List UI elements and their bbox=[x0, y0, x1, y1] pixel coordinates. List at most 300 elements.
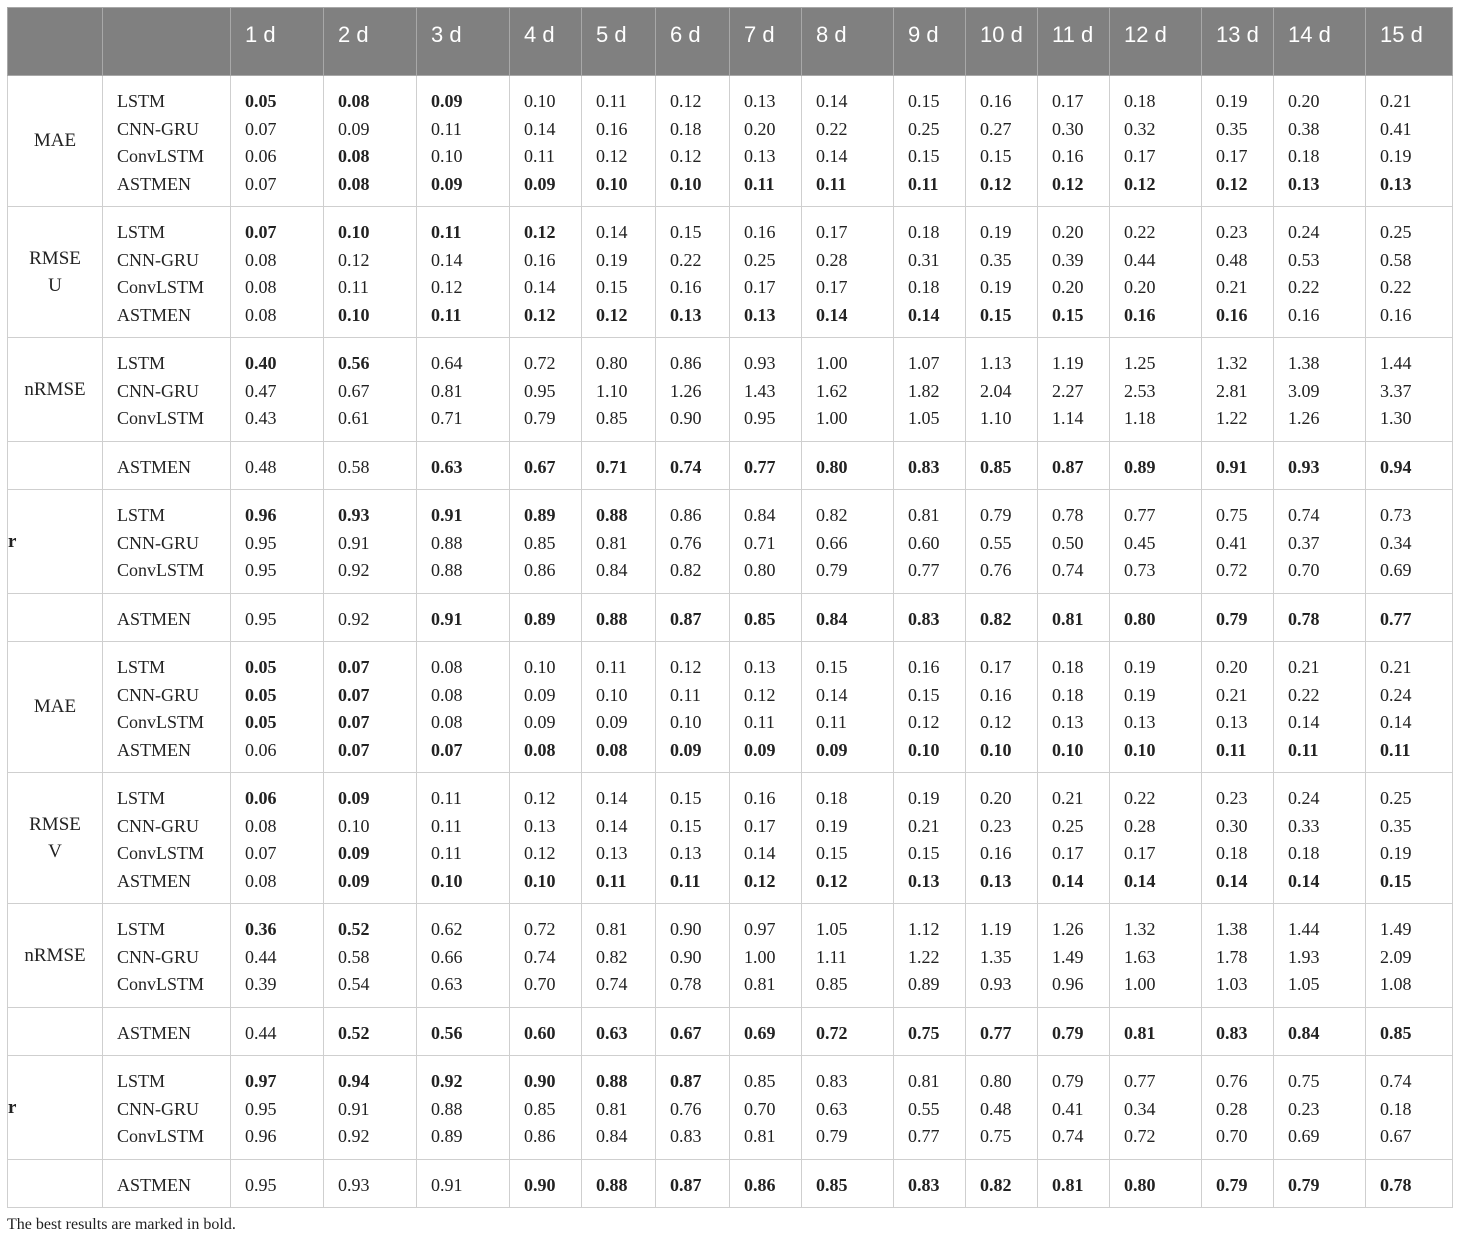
value-cell-day-7 bbox=[730, 1160, 802, 1208]
metric-value: 0.09 bbox=[524, 684, 556, 705]
metric-value: 0.91 bbox=[431, 505, 463, 525]
value-cell-day-14 bbox=[1274, 594, 1366, 642]
value-cell-day-6 bbox=[656, 594, 730, 642]
value-cell-day-4 bbox=[510, 904, 582, 1008]
metric-value: 0.87 bbox=[670, 1175, 702, 1195]
metric-value: 0.15 bbox=[816, 657, 848, 677]
value-cell-day-2 bbox=[324, 76, 417, 207]
metric-label: MAE bbox=[8, 642, 103, 773]
value-cell-day-1 bbox=[231, 442, 324, 490]
metric-value: 0.12 bbox=[524, 843, 556, 863]
metric-value: 0.09 bbox=[338, 843, 370, 863]
metric-value: 0.74 bbox=[596, 974, 628, 994]
value-cell-day-4 bbox=[510, 490, 582, 594]
model-name: LSTM bbox=[117, 657, 166, 677]
model-name: CNN-GRU bbox=[117, 684, 200, 705]
metric-value: 0.11 bbox=[1288, 739, 1319, 760]
metric-value: 0.19 bbox=[1124, 657, 1156, 677]
metric-value: 0.19 bbox=[1124, 684, 1156, 705]
value-cell-day-15 bbox=[1366, 338, 1453, 442]
metric-value: 0.25 bbox=[1380, 222, 1412, 242]
metric-value: 0.86 bbox=[670, 353, 702, 373]
metric-value: 0.38 bbox=[1288, 118, 1320, 139]
metric-value: 0.95 bbox=[245, 1175, 277, 1195]
metric-value: 0.17 bbox=[744, 815, 776, 836]
metric-value: 0.12 bbox=[670, 657, 702, 677]
value-cell-day-8 bbox=[802, 442, 894, 490]
metric-value: 0.09 bbox=[338, 870, 370, 891]
metric-value: 1.44 bbox=[1380, 353, 1412, 373]
model-names bbox=[103, 1056, 231, 1160]
metric-value: 0.16 bbox=[908, 657, 940, 677]
metric-value: 1.18 bbox=[1124, 408, 1156, 428]
metric-value: 0.22 bbox=[1288, 684, 1320, 705]
value-cell-day-15 bbox=[1366, 642, 1453, 773]
metric-value: 0.12 bbox=[524, 304, 556, 325]
value-cell-day-15 bbox=[1366, 904, 1453, 1008]
model-name: LSTM bbox=[117, 788, 166, 808]
model-name: ASTMEN bbox=[117, 739, 192, 760]
metric-value: 0.19 bbox=[816, 815, 848, 836]
value-cell-day-12 bbox=[1110, 1008, 1202, 1056]
value-cell-day-14 bbox=[1274, 904, 1366, 1008]
metric-value: 1.00 bbox=[816, 408, 848, 428]
metric-value: 0.16 bbox=[1380, 304, 1412, 325]
value-cell-day-9 bbox=[894, 207, 966, 338]
metric-value: 0.47 bbox=[245, 380, 277, 401]
value-cell-day-7 bbox=[730, 490, 802, 594]
value-cell-day-15 bbox=[1366, 1056, 1453, 1160]
value-cell-day-9 bbox=[894, 442, 966, 490]
metric-value: 0.11 bbox=[338, 277, 369, 297]
value-cell-day-9 bbox=[894, 76, 966, 207]
model-names bbox=[103, 1160, 231, 1208]
metric-value: 0.85 bbox=[816, 1175, 848, 1195]
metric-value: 0.81 bbox=[1052, 609, 1084, 629]
value-cell-day-4 bbox=[510, 642, 582, 773]
value-cell-day-3 bbox=[417, 442, 510, 490]
metric-value: 0.20 bbox=[1288, 91, 1320, 111]
metric-value: 0.82 bbox=[816, 505, 848, 525]
value-cell-day-3 bbox=[417, 1056, 510, 1160]
value-cell-day-6 bbox=[656, 76, 730, 207]
value-cell-day-6 bbox=[656, 338, 730, 442]
value-cell-day-8 bbox=[802, 1160, 894, 1208]
model-name: ConvLSTM bbox=[117, 560, 205, 580]
model-name: LSTM bbox=[117, 1071, 166, 1091]
metric-value: 0.14 bbox=[596, 222, 628, 242]
metric-label bbox=[8, 1160, 103, 1208]
metric-value: 0.81 bbox=[1052, 1175, 1084, 1195]
metric-value: 0.63 bbox=[431, 974, 463, 994]
metric-value: 0.75 bbox=[1288, 1071, 1320, 1091]
value-cell-day-6 bbox=[656, 490, 730, 594]
value-cell-day-11 bbox=[1038, 594, 1110, 642]
metric-value: 0.92 bbox=[338, 560, 370, 580]
table-row bbox=[8, 207, 1453, 338]
value-cell-day-2 bbox=[324, 904, 417, 1008]
metric-value: 0.39 bbox=[1052, 249, 1084, 270]
table-row bbox=[8, 642, 1453, 773]
metric-value: 0.17 bbox=[744, 277, 776, 297]
metric-value: 0.81 bbox=[1124, 1023, 1156, 1043]
metric-value: 0.77 bbox=[1124, 505, 1156, 525]
metric-value: 0.72 bbox=[1216, 560, 1248, 580]
metric-value: 0.09 bbox=[744, 739, 776, 760]
metric-value: 0.96 bbox=[245, 505, 277, 525]
metric-value: 1.35 bbox=[980, 946, 1012, 967]
metric-value: 0.89 bbox=[1124, 457, 1156, 477]
value-cell-day-12 bbox=[1110, 207, 1202, 338]
metric-label: RMSE V bbox=[8, 773, 103, 904]
header-day-3: 3 d bbox=[417, 8, 510, 76]
metric-value: 1.63 bbox=[1124, 946, 1156, 967]
metric-value: 0.13 bbox=[744, 146, 776, 166]
metric-value: 0.40 bbox=[245, 353, 277, 373]
model-name: ASTMEN bbox=[117, 1175, 192, 1195]
metric-value: 0.84 bbox=[596, 560, 628, 580]
metric-value: 0.15 bbox=[908, 91, 940, 111]
metric-value: 0.66 bbox=[431, 946, 463, 967]
metric-value: 0.12 bbox=[431, 277, 463, 297]
metric-value: 1.25 bbox=[1124, 353, 1156, 373]
metric-value: 0.09 bbox=[524, 173, 556, 194]
value-cell-day-5 bbox=[582, 594, 656, 642]
value-cell-day-12 bbox=[1110, 490, 1202, 594]
value-cell-day-8 bbox=[802, 642, 894, 773]
header-day-14: 14 d bbox=[1274, 8, 1366, 76]
metric-value: 0.16 bbox=[744, 788, 776, 808]
value-cell-day-13 bbox=[1202, 1160, 1274, 1208]
metric-value: 0.17 bbox=[1216, 146, 1248, 166]
metric-value: 0.08 bbox=[338, 173, 370, 194]
metric-value: 1.12 bbox=[908, 919, 940, 939]
metric-value: 0.82 bbox=[596, 946, 628, 967]
value-cell-day-11 bbox=[1038, 76, 1110, 207]
value-cell-day-3 bbox=[417, 904, 510, 1008]
metric-value: 0.16 bbox=[596, 118, 628, 139]
metric-value: 0.14 bbox=[816, 91, 848, 111]
metric-value: 0.11 bbox=[744, 173, 775, 194]
metric-value: 1.44 bbox=[1288, 919, 1320, 939]
metric-value: 0.93 bbox=[1288, 457, 1320, 477]
metric-value: 0.67 bbox=[670, 1023, 702, 1043]
metric-value: 0.88 bbox=[431, 560, 463, 580]
metric-value: 1.05 bbox=[908, 408, 940, 428]
metric-value: 0.15 bbox=[1380, 870, 1412, 891]
metric-value: 0.54 bbox=[338, 974, 370, 994]
metric-value: 0.13 bbox=[1124, 712, 1156, 732]
value-cell-day-14 bbox=[1274, 442, 1366, 490]
metric-value: 0.14 bbox=[1216, 870, 1248, 891]
metric-value: 0.83 bbox=[908, 1175, 940, 1195]
metric-value: 0.13 bbox=[1052, 712, 1084, 732]
metric-value: 0.71 bbox=[431, 408, 463, 428]
metric-value: 1.49 bbox=[1380, 919, 1412, 939]
metric-value: 1.26 bbox=[1052, 919, 1084, 939]
value-cell-day-1 bbox=[231, 1008, 324, 1056]
metric-value: 0.88 bbox=[431, 532, 463, 553]
metric-value: 0.20 bbox=[980, 788, 1012, 808]
model-names bbox=[103, 1008, 231, 1056]
metric-value: 0.82 bbox=[980, 1175, 1012, 1195]
metric-value: 2.27 bbox=[1052, 380, 1084, 401]
metric-value: 0.16 bbox=[980, 684, 1012, 705]
metric-value: 0.24 bbox=[1288, 788, 1320, 808]
metric-value: 0.48 bbox=[1216, 249, 1248, 270]
value-cell-day-11 bbox=[1038, 338, 1110, 442]
model-names bbox=[103, 773, 231, 904]
metric-value: 0.85 bbox=[744, 1071, 776, 1091]
metric-value: 0.58 bbox=[338, 946, 370, 967]
value-cell-day-11 bbox=[1038, 1056, 1110, 1160]
metric-value: 0.95 bbox=[245, 560, 277, 580]
metric-value: 0.80 bbox=[744, 560, 776, 580]
metric-value: 0.79 bbox=[524, 408, 556, 428]
metric-value: 0.89 bbox=[524, 505, 556, 525]
metric-value: 0.43 bbox=[245, 408, 277, 428]
value-cell-day-10 bbox=[966, 442, 1038, 490]
metric-value: 0.17 bbox=[816, 222, 848, 242]
value-cell-day-7 bbox=[730, 1056, 802, 1160]
value-cell-day-3 bbox=[417, 1008, 510, 1056]
metric-value: 0.10 bbox=[1124, 739, 1156, 760]
metric-value: 0.11 bbox=[816, 712, 847, 732]
metric-value: 0.19 bbox=[1380, 843, 1412, 863]
header-day-13: 13 d bbox=[1202, 8, 1274, 76]
metric-value: 1.78 bbox=[1216, 946, 1248, 967]
metric-value: 0.11 bbox=[816, 173, 847, 194]
metric-value: 0.84 bbox=[596, 1126, 628, 1146]
metric-value: 0.16 bbox=[1216, 304, 1248, 325]
metric-value: 0.11 bbox=[431, 843, 462, 863]
metric-value: 0.82 bbox=[980, 609, 1012, 629]
metric-value: 0.21 bbox=[1380, 91, 1412, 111]
model-name: CNN-GRU bbox=[117, 118, 200, 139]
metric-value: 0.21 bbox=[1216, 277, 1248, 297]
metric-value: 0.17 bbox=[1124, 843, 1156, 863]
metric-value: 0.48 bbox=[245, 457, 277, 477]
metric-value: 1.26 bbox=[670, 380, 702, 401]
metric-value: 1.82 bbox=[908, 380, 940, 401]
model-name: LSTM bbox=[117, 919, 166, 939]
metric-value: 0.37 bbox=[1288, 532, 1320, 553]
value-cell-day-8 bbox=[802, 1056, 894, 1160]
metric-value: 1.38 bbox=[1288, 353, 1320, 373]
metric-value: 0.07 bbox=[338, 657, 370, 677]
value-cell-day-9 bbox=[894, 904, 966, 1008]
metric-value: 0.10 bbox=[338, 304, 370, 325]
metric-value: 0.52 bbox=[338, 1023, 370, 1043]
value-cell-day-1 bbox=[231, 207, 324, 338]
metric-label bbox=[8, 594, 103, 642]
metric-value: 0.60 bbox=[908, 532, 940, 553]
value-cell-day-7 bbox=[730, 904, 802, 1008]
metric-value: 0.70 bbox=[524, 974, 556, 994]
metric-value: 0.85 bbox=[980, 457, 1012, 477]
metric-value: 0.81 bbox=[908, 505, 940, 525]
metric-value: 0.73 bbox=[1124, 560, 1156, 580]
value-cell-day-2 bbox=[324, 338, 417, 442]
metric-value: 0.93 bbox=[980, 974, 1012, 994]
value-cell-day-6 bbox=[656, 1160, 730, 1208]
metric-value: 0.88 bbox=[596, 1071, 628, 1091]
metric-value: 0.13 bbox=[1380, 173, 1412, 194]
value-cell-day-9 bbox=[894, 642, 966, 773]
metric-value: 0.67 bbox=[338, 380, 370, 401]
value-cell-day-7 bbox=[730, 594, 802, 642]
value-cell-day-14 bbox=[1274, 207, 1366, 338]
metric-value: 1.19 bbox=[1052, 353, 1084, 373]
metric-value: 0.91 bbox=[431, 1175, 463, 1195]
value-cell-day-3 bbox=[417, 773, 510, 904]
value-cell-day-14 bbox=[1274, 1056, 1366, 1160]
value-cell-day-15 bbox=[1366, 490, 1453, 594]
metric-value: 0.30 bbox=[1052, 118, 1084, 139]
metric-value: 0.18 bbox=[1288, 146, 1320, 166]
metric-value: 0.35 bbox=[980, 249, 1012, 270]
metric-value: 0.12 bbox=[980, 173, 1012, 194]
value-cell-day-2 bbox=[324, 1056, 417, 1160]
metric-value: 0.79 bbox=[816, 1126, 848, 1146]
metric-value: 0.12 bbox=[980, 712, 1012, 732]
metric-value: 0.12 bbox=[670, 146, 702, 166]
metric-value: 0.09 bbox=[670, 739, 702, 760]
value-cell-day-10 bbox=[966, 1056, 1038, 1160]
metric-value: 0.85 bbox=[524, 1098, 556, 1119]
metric-value: 0.17 bbox=[816, 277, 848, 297]
metric-value: 0.21 bbox=[1380, 657, 1412, 677]
metric-value: 0.77 bbox=[980, 1023, 1012, 1043]
table-row bbox=[8, 490, 1453, 594]
metric-value: 0.81 bbox=[744, 974, 776, 994]
metric-value: 0.14 bbox=[596, 788, 628, 808]
metric-value: 0.16 bbox=[980, 843, 1012, 863]
metric-value: 0.19 bbox=[980, 222, 1012, 242]
value-cell-day-15 bbox=[1366, 207, 1453, 338]
table-row bbox=[8, 1160, 1453, 1208]
metric-value: 0.22 bbox=[1124, 222, 1156, 242]
metric-value: 0.34 bbox=[1124, 1098, 1156, 1119]
value-cell-day-3 bbox=[417, 594, 510, 642]
metric-value: 0.20 bbox=[1052, 222, 1084, 242]
metric-value: 0.76 bbox=[670, 532, 702, 553]
value-cell-day-1 bbox=[231, 773, 324, 904]
metric-value: 0.22 bbox=[816, 118, 848, 139]
metric-value: 0.44 bbox=[245, 1023, 277, 1043]
model-names bbox=[103, 207, 231, 338]
value-cell-day-6 bbox=[656, 904, 730, 1008]
metric-value: 0.18 bbox=[1052, 684, 1084, 705]
metric-value: 0.13 bbox=[524, 815, 556, 836]
metric-value: 0.15 bbox=[1052, 304, 1084, 325]
metric-label: r bbox=[8, 490, 103, 594]
value-cell-day-12 bbox=[1110, 904, 1202, 1008]
metric-value: 1.14 bbox=[1052, 408, 1084, 428]
metric-value: 1.00 bbox=[744, 946, 776, 967]
metric-value: 0.11 bbox=[1380, 739, 1411, 760]
metric-value: 0.17 bbox=[1052, 843, 1084, 863]
metric-value: 0.09 bbox=[431, 91, 463, 111]
metric-value: 0.14 bbox=[816, 684, 848, 705]
value-cell-day-8 bbox=[802, 594, 894, 642]
metric-value: 0.64 bbox=[431, 353, 463, 373]
metric-value: 0.24 bbox=[1380, 684, 1412, 705]
metric-value: 0.91 bbox=[431, 609, 463, 629]
metric-value: 0.08 bbox=[338, 146, 370, 166]
metric-value: 0.81 bbox=[908, 1071, 940, 1091]
metric-value: 0.19 bbox=[1380, 146, 1412, 166]
metric-value: 0.08 bbox=[431, 684, 463, 705]
metric-value: 0.79 bbox=[1052, 1071, 1084, 1091]
metric-value: 0.81 bbox=[596, 1098, 628, 1119]
metric-value: 0.89 bbox=[908, 974, 940, 994]
value-cell-day-9 bbox=[894, 594, 966, 642]
metric-value: 0.11 bbox=[431, 118, 462, 139]
metric-value: 0.23 bbox=[1216, 788, 1248, 808]
value-cell-day-8 bbox=[802, 773, 894, 904]
metric-value: 0.12 bbox=[816, 870, 848, 891]
metric-value: 0.15 bbox=[670, 222, 702, 242]
metric-value: 0.11 bbox=[908, 173, 939, 194]
metric-value: 0.11 bbox=[524, 146, 555, 166]
value-cell-day-1 bbox=[231, 594, 324, 642]
value-cell-day-11 bbox=[1038, 773, 1110, 904]
model-names bbox=[103, 76, 231, 207]
value-cell-day-14 bbox=[1274, 76, 1366, 207]
metric-value: 0.10 bbox=[1052, 739, 1084, 760]
metric-value: 0.45 bbox=[1124, 532, 1156, 553]
metric-value: 0.91 bbox=[338, 532, 370, 553]
metric-value: 0.12 bbox=[744, 684, 776, 705]
value-cell-day-9 bbox=[894, 1056, 966, 1160]
metric-value: 0.08 bbox=[338, 91, 370, 111]
value-cell-day-4 bbox=[510, 442, 582, 490]
metric-value: 0.77 bbox=[908, 560, 940, 580]
metric-value: 0.08 bbox=[245, 815, 277, 836]
metric-value: 0.84 bbox=[1288, 1023, 1320, 1043]
metric-value: 0.25 bbox=[1380, 788, 1412, 808]
model-names bbox=[103, 490, 231, 594]
metric-value: 0.07 bbox=[245, 222, 277, 242]
metric-label: nRMSE bbox=[8, 904, 103, 1008]
value-cell-day-1 bbox=[231, 1160, 324, 1208]
metric-value: 0.93 bbox=[338, 505, 370, 525]
value-cell-day-1 bbox=[231, 490, 324, 594]
metric-value: 0.28 bbox=[1124, 815, 1156, 836]
metric-value: 0.22 bbox=[670, 249, 702, 270]
metric-value: 0.85 bbox=[1380, 1023, 1412, 1043]
metric-value: 0.83 bbox=[908, 457, 940, 477]
value-cell-day-9 bbox=[894, 773, 966, 904]
metric-value: 0.16 bbox=[1052, 146, 1084, 166]
metric-value: 0.15 bbox=[908, 146, 940, 166]
value-cell-day-11 bbox=[1038, 442, 1110, 490]
model-name: ASTMEN bbox=[117, 870, 192, 891]
header-blank-cell bbox=[8, 8, 103, 76]
value-cell-day-7 bbox=[730, 442, 802, 490]
metric-value: 0.74 bbox=[1052, 1126, 1084, 1146]
metric-value: 0.06 bbox=[245, 788, 277, 808]
value-cell-day-12 bbox=[1110, 594, 1202, 642]
model-name: ASTMEN bbox=[117, 457, 192, 477]
metric-value: 0.14 bbox=[1288, 870, 1320, 891]
metric-value: 0.05 bbox=[245, 657, 277, 677]
metric-value: 0.70 bbox=[1288, 560, 1320, 580]
metric-value: 0.72 bbox=[816, 1023, 848, 1043]
metric-value: 0.07 bbox=[338, 712, 370, 732]
table-row bbox=[8, 442, 1453, 490]
